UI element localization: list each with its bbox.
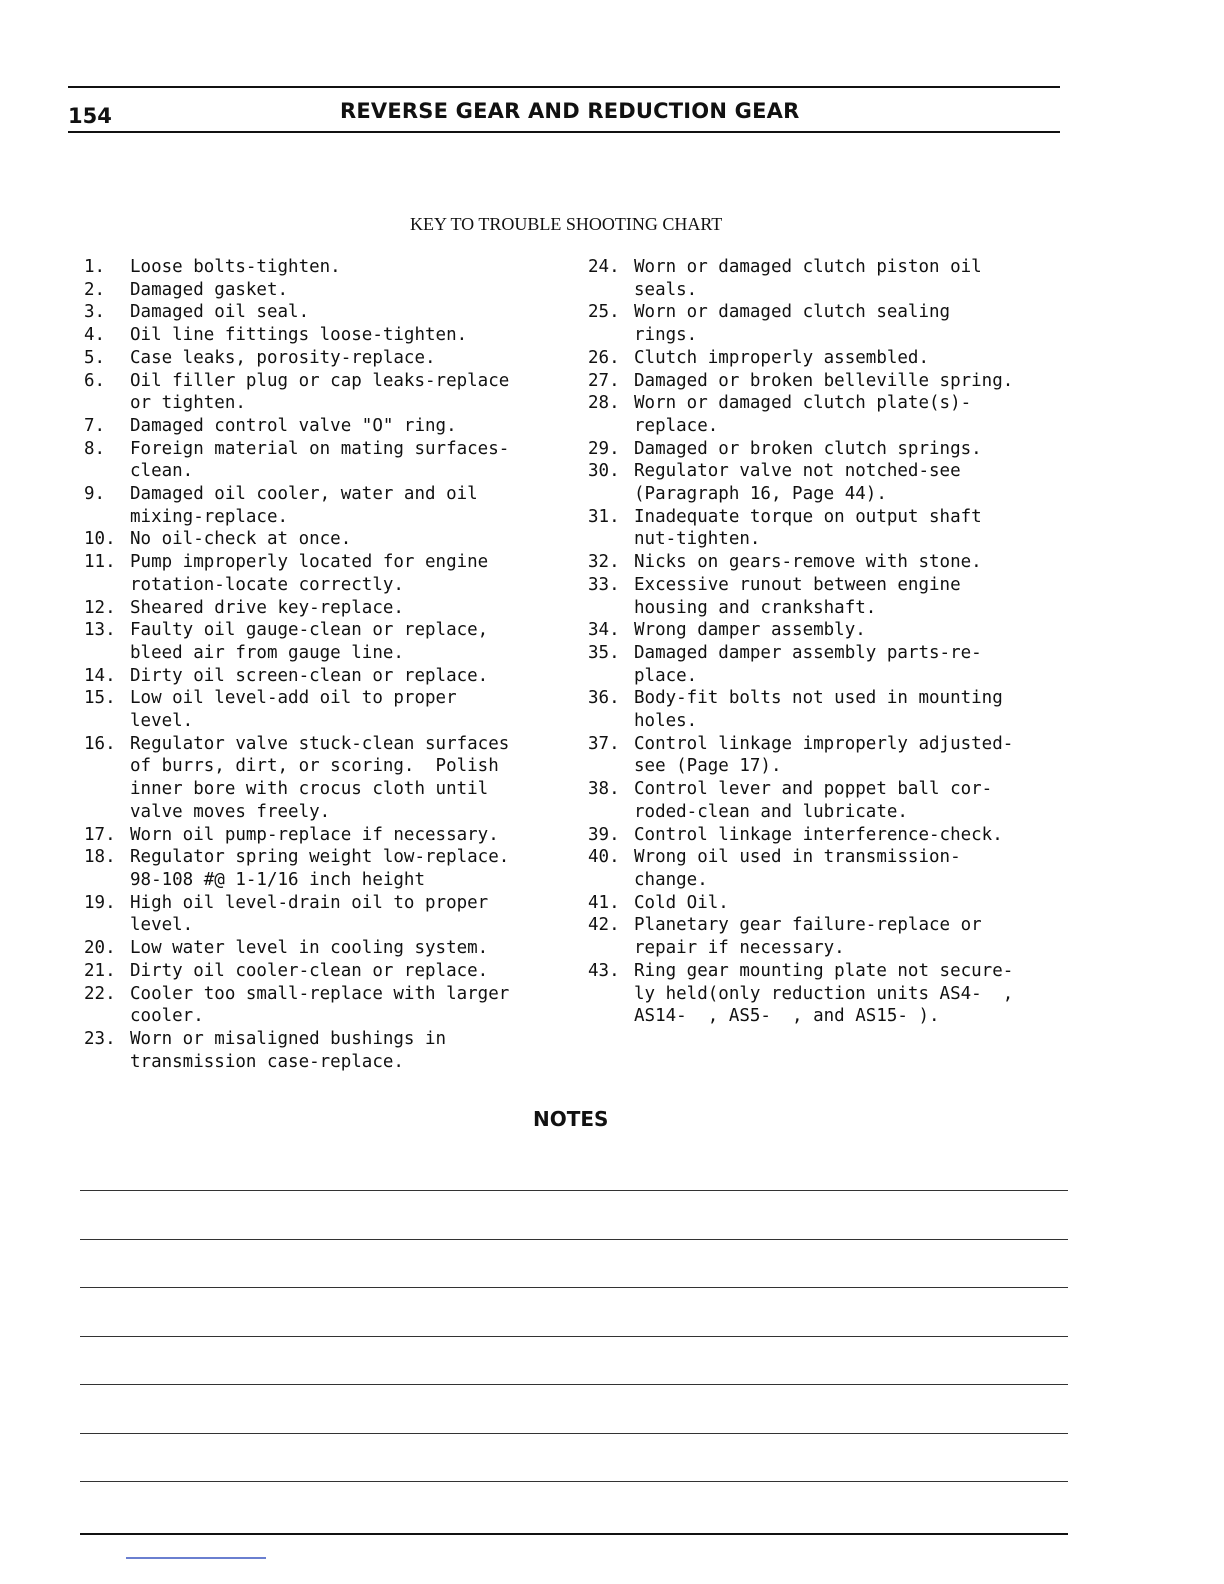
header-bottom-rule: [68, 131, 1060, 133]
item-number: 22.: [84, 983, 116, 1004]
bottom-mark: [126, 1557, 266, 1559]
trouble-item: [588, 256, 1058, 301]
trouble-item: [84, 528, 554, 551]
item-number: 33.: [588, 574, 620, 595]
item-number: 38.: [588, 779, 620, 800]
item-number: 9.: [84, 484, 106, 505]
item-text: Cooler too small-replace with larger cooler.: [130, 983, 510, 1027]
note-line: [80, 1336, 1068, 1337]
trouble-item: [84, 597, 554, 620]
trouble-item: [588, 460, 1058, 505]
item-text: Worn or damaged clutch sealing rings.: [634, 302, 951, 346]
trouble-item: [84, 983, 554, 1028]
item-text: Regulator spring weight low-replace. 98-108 #@ 1-1/16 inch height: [130, 847, 510, 890]
item-text: Control linkage interference-check.: [634, 824, 1003, 845]
trouble-item: [84, 619, 554, 664]
item-number: 41.: [588, 892, 620, 913]
item-text: Pump improperly located for engine rotation-locate correctly.: [130, 552, 489, 595]
item-text: Body-fit bolts not used in mounting holes.: [634, 688, 1003, 732]
item-text: Damaged control valve "O" ring.: [130, 415, 457, 436]
item-text: Dirty oil cooler-clean or replace.: [130, 960, 489, 981]
item-number: 5.: [84, 347, 106, 368]
trouble-item: [84, 846, 554, 891]
item-number: 7.: [84, 415, 106, 436]
item-number: 2.: [84, 279, 106, 300]
note-line: [80, 1481, 1068, 1482]
trouble-item: [588, 846, 1058, 891]
item-number: 23.: [84, 1028, 116, 1049]
item-text: Excessive runout between engine housing and crankshaft.: [634, 574, 961, 618]
trouble-item: [84, 370, 554, 415]
item-text: Low water level in cooling system.: [130, 938, 489, 959]
item-text: Damaged oil seal.: [130, 302, 310, 323]
trouble-item: [84, 415, 554, 438]
trouble-item: [588, 574, 1058, 619]
item-number: 27.: [588, 370, 620, 391]
item-number: 17.: [84, 824, 116, 845]
item-text: Damaged damper assembly parts-re- place.: [634, 642, 982, 686]
item-number: 12.: [84, 597, 116, 618]
trouble-item: [588, 347, 1058, 370]
note-line: [80, 1433, 1068, 1434]
trouble-item: [84, 483, 554, 528]
trouble-item: [84, 1028, 554, 1073]
item-number: 1.: [84, 257, 106, 277]
item-number: 20.: [84, 938, 116, 959]
item-text: Control linkage improperly adjusted- see (Page 17).: [634, 733, 1014, 777]
trouble-item: [84, 687, 554, 732]
trouble-item: [588, 392, 1058, 437]
trouble-item: [588, 733, 1058, 778]
header-top-rule: [68, 86, 1060, 88]
item-number: 14.: [84, 665, 116, 686]
chart-key-title: KEY TO TROUBLE SHOOTING CHART: [410, 214, 723, 234]
item-text: Worn or damaged clutch plate(s)- replace.: [634, 393, 972, 436]
trouble-item: [84, 347, 554, 370]
item-number: 26.: [588, 347, 620, 368]
item-text: Damaged or broken belleville spring.: [634, 370, 1014, 391]
item-text: Foreign material on mating surfaces- clean.: [130, 438, 510, 482]
left-column-list: [84, 256, 554, 1073]
item-number: 15.: [84, 688, 116, 709]
item-number: 29.: [588, 438, 620, 459]
item-text: Control lever and poppet ball cor- roded-clean and lubricate.: [634, 779, 993, 822]
item-text: Worn or misaligned bushings in transmission case-replace.: [130, 1028, 447, 1072]
item-text: Low oil level-add oil to proper level.: [130, 688, 457, 732]
item-number: 19.: [84, 892, 116, 913]
item-number: 8.: [84, 438, 106, 459]
item-number: 4.: [84, 325, 106, 346]
notes-heading: NOTES: [533, 1107, 609, 1131]
trouble-item: [588, 960, 1058, 1028]
item-text: Oil filler plug or cap leaks-replace or tighten.: [130, 370, 510, 414]
item-number: 32.: [588, 552, 620, 573]
item-text: High oil level-drain oil to proper level.: [130, 892, 489, 936]
item-number: 16.: [84, 733, 116, 754]
trouble-item: [84, 551, 554, 596]
item-number: 42.: [588, 915, 620, 936]
item-text: Planetary gear failure-replace or repair if necessary.: [634, 915, 982, 959]
item-number: 36.: [588, 688, 620, 709]
item-text: Case leaks, porosity-replace.: [130, 347, 436, 368]
trouble-item: [84, 301, 554, 324]
item-number: 31.: [588, 506, 620, 527]
item-number: 24.: [588, 257, 620, 277]
trouble-item: [84, 937, 554, 960]
page-number: 154: [68, 104, 112, 128]
item-text: Cold Oil.: [634, 892, 729, 913]
item-text: Loose bolts-tighten.: [130, 257, 341, 277]
item-text: Clutch improperly assembled.: [634, 347, 930, 368]
item-number: 21.: [84, 960, 116, 981]
trouble-item: [588, 914, 1058, 959]
trouble-item: [588, 824, 1058, 847]
item-number: 30.: [588, 461, 620, 482]
note-line: [80, 1287, 1068, 1288]
item-text: Damaged oil cooler, water and oil mixing-replace.: [130, 484, 478, 527]
trouble-item: [84, 324, 554, 347]
item-number: 13.: [84, 620, 116, 641]
trouble-item: [84, 256, 554, 279]
item-number: 6.: [84, 370, 106, 391]
item-text: No oil-check at once.: [130, 529, 352, 550]
item-text: Dirty oil screen-clean or replace.: [130, 665, 489, 686]
trouble-item: [588, 506, 1058, 551]
item-number: 37.: [588, 733, 620, 754]
item-text: Damaged or broken clutch springs.: [634, 438, 982, 459]
trouble-item: [588, 687, 1058, 732]
item-text: Inadequate torque on output shaft nut-tighten.: [634, 506, 982, 550]
trouble-item: [84, 733, 554, 824]
trouble-item: [84, 665, 554, 688]
trouble-item: [84, 279, 554, 302]
trouble-item: [84, 824, 554, 847]
trouble-item: [588, 370, 1058, 393]
trouble-item: [84, 892, 554, 937]
item-text: Nicks on gears-remove with stone.: [634, 552, 982, 573]
running-head: REVERSE GEAR AND REDUCTION GEAR: [340, 99, 800, 123]
item-text: Worn or damaged clutch piston oil seals.: [634, 257, 982, 300]
note-line: [80, 1533, 1068, 1535]
trouble-item: [588, 642, 1058, 687]
item-number: 35.: [588, 642, 620, 663]
trouble-item: [84, 960, 554, 983]
note-line: [80, 1190, 1068, 1191]
item-number: 43.: [588, 960, 620, 981]
item-text: Wrong damper assembly.: [634, 620, 866, 641]
item-number: 25.: [588, 302, 620, 323]
item-number: 3.: [84, 302, 106, 323]
trouble-item: [588, 301, 1058, 346]
note-line: [80, 1384, 1068, 1385]
item-text: Sheared drive key-replace.: [130, 597, 404, 618]
item-number: 10.: [84, 529, 116, 550]
item-number: 18.: [84, 847, 116, 868]
trouble-item: [588, 551, 1058, 574]
note-line: [80, 1239, 1068, 1240]
item-number: 11.: [84, 552, 116, 573]
trouble-item: [588, 778, 1058, 823]
item-number: 28.: [588, 393, 620, 414]
trouble-item: [588, 438, 1058, 461]
trouble-item: [84, 438, 554, 483]
trouble-item: [588, 619, 1058, 642]
right-column-list: [588, 256, 1058, 1028]
item-text: Damaged gasket.: [130, 279, 289, 300]
item-text: Wrong oil used in transmission- change.: [634, 847, 961, 890]
item-text: Regulator valve stuck-clean surfaces of burrs, dirt, or scoring. Polish inner bore with crocus cloth until valve moves freely.: [130, 733, 510, 822]
item-text: Ring gear mounting plate not secure- ly held(only reduction units AS4- , AS14- , AS5- , and AS15- ).: [634, 960, 1014, 1027]
item-number: 39.: [588, 824, 620, 845]
item-text: Faulty oil gauge-clean or replace, bleed air from gauge line.: [130, 620, 489, 663]
item-number: 40.: [588, 847, 620, 868]
item-number: 34.: [588, 620, 620, 641]
item-text: Regulator valve not notched-see (Paragraph 16, Page 44).: [634, 461, 961, 505]
trouble-item: [588, 892, 1058, 915]
item-text: Oil line fittings loose-tighten.: [130, 325, 468, 346]
item-text: Worn oil pump-replace if necessary.: [130, 824, 499, 845]
